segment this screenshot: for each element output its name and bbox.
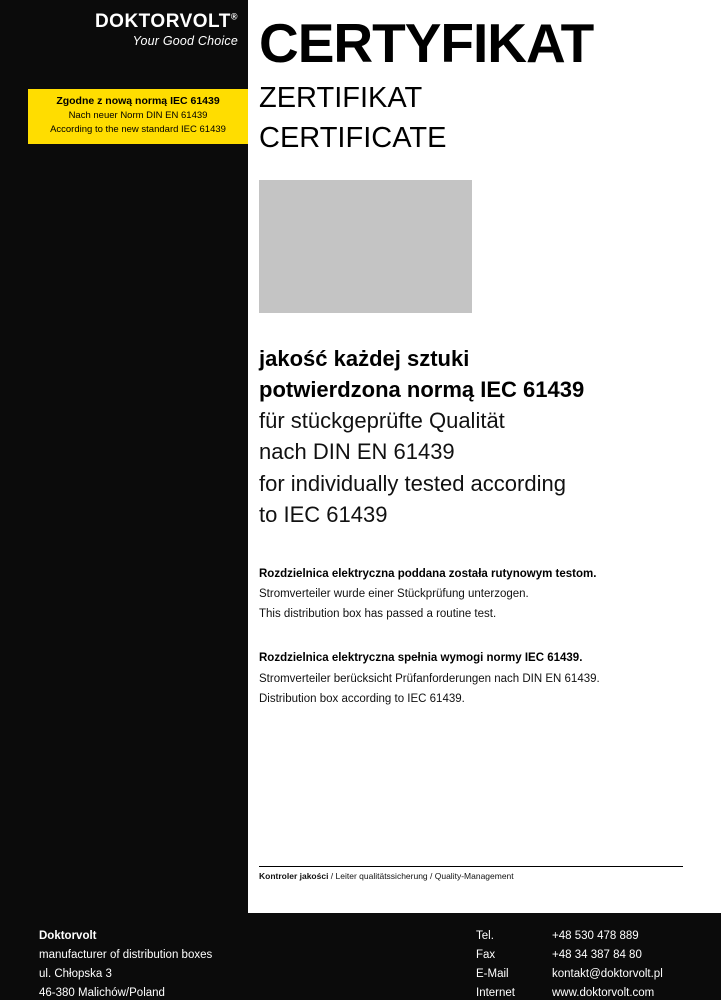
certificate-content: [259, 0, 699, 913]
note-de: Stromverteiler berücksicht Prüfanforderungen nach DIN EN 61439.: [259, 672, 600, 685]
registered-mark: ®: [230, 11, 238, 22]
headline-line: jakość każdej sztuki: [259, 345, 470, 371]
brand-name-text: DOKTORVOLT: [94, 11, 231, 32]
page-title-en: CERTIFICATE: [259, 121, 447, 154]
footer-city: 46-380 Malichów/Poland: [39, 986, 165, 999]
footer: [0, 913, 721, 1000]
contact-label: Fax: [476, 948, 496, 961]
contact-value: +48 34 387 84 80: [552, 948, 642, 961]
note-pl: Rozdzielnica elektryczna spełnia wymogi normy IEC 61439.: [259, 652, 583, 665]
headline-line: for individually tested according: [259, 470, 566, 496]
standard-badge: [28, 89, 248, 144]
contact-label: Tel.: [476, 930, 494, 942]
contact-value: +48 530 478 889: [552, 930, 639, 942]
footer-address: [39, 927, 212, 1000]
page-title: CERTYFIKAT: [259, 12, 594, 74]
contact-value-email[interactable]: kontakt@doktorvolt.pl: [552, 967, 663, 980]
headline-line: für stückgeprüfte Qualität: [259, 408, 505, 434]
note-de: Stromverteiler wurde einer Stückprüfung unterzogen.: [259, 588, 529, 601]
brand-name: [0, 12, 238, 32]
contact-value-website[interactable]: www.doktorvolt.com: [552, 986, 655, 999]
headline-line: potwierdzona normą IEC 61439: [259, 376, 585, 402]
note-en: Distribution box according to IEC 61439.: [259, 692, 465, 705]
signature-line: [259, 866, 683, 867]
signature-area: [259, 866, 683, 881]
left-black-panel: [0, 0, 248, 913]
headline-block: [259, 343, 699, 530]
badge-line-en: According to the new standard IEC 61439: [50, 123, 226, 135]
table-row: [476, 984, 663, 1000]
page-title-de: ZERTIFIKAT: [259, 82, 423, 114]
headline-line: to IEC 61439: [259, 501, 388, 527]
note-block: [259, 648, 699, 708]
badge-line-de: Nach neuer Norm DIN EN 61439: [68, 110, 208, 122]
contact-label: E-Mail: [476, 967, 509, 980]
table-row: [476, 927, 663, 946]
brand-block: [0, 12, 248, 48]
table-row: [476, 965, 663, 984]
footer-description: manufacturer of distribution boxes: [39, 948, 213, 961]
note-pl: Rozdzielnica elektryczna poddana została rutynowym testom.: [259, 568, 597, 580]
note-block: [259, 564, 699, 624]
badge-line-pl: Zgodne z nową normą IEC 61439: [56, 95, 220, 107]
product-image-placeholder: [259, 180, 472, 313]
note-en: This distribution box has passed a routine test.: [259, 608, 497, 621]
headline-line: nach DIN EN 61439: [259, 439, 455, 465]
contact-label: Internet: [476, 986, 515, 999]
footer-contacts: [476, 927, 663, 1000]
footer-company: Doktorvolt: [39, 930, 97, 942]
footer-street: ul. Chłopska 3: [39, 967, 112, 980]
brand-tagline: Your Good Choice: [132, 33, 238, 48]
footer-contact-table: [476, 927, 663, 1000]
signature-caption: [259, 871, 683, 881]
signature-label-pl: Kontroler jakości: [259, 871, 329, 881]
signature-label-rest: / Leiter qualitätssicherung / Quality-Management: [328, 871, 514, 881]
table-row: [476, 946, 663, 965]
